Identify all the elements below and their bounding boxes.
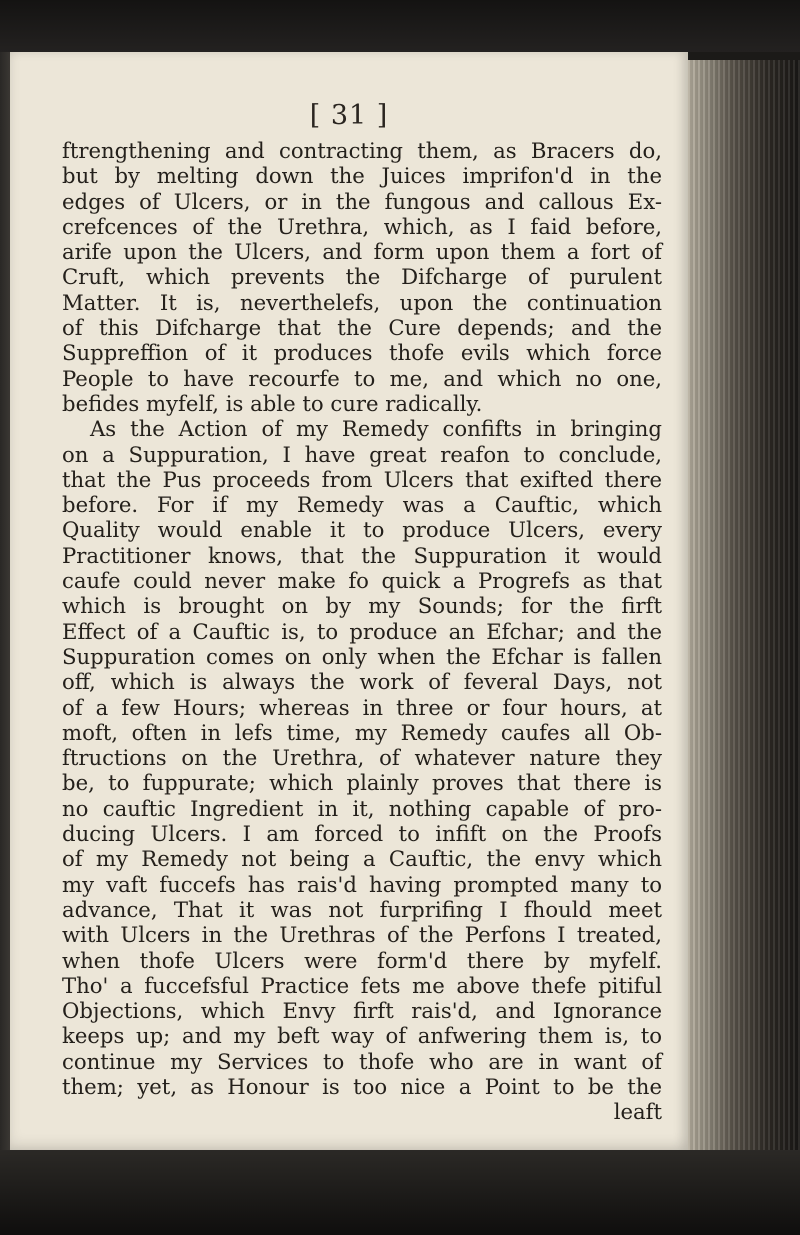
body-text — [62, 138, 662, 1125]
text-line: of this Difcharge that the Cure depends; and the — [62, 315, 662, 341]
text-line: Tho' a fuccefsful Practice fets me above thefe pitiful — [62, 972, 662, 998]
text-line: ftrengthening and contracting them, as Bracers do, — [62, 138, 662, 163]
text-line: Objections, which Envy firft rais'd, and Ignorance — [62, 998, 662, 1024]
scan-edge-bottom — [0, 1150, 800, 1235]
text-line: befides myfelf, is able to cure radically. — [62, 390, 483, 416]
text-line: Cruft, which prevents the Difcharge of purulent — [62, 264, 662, 290]
text-line: Practitioner knows, that the Suppuration it would — [62, 542, 662, 568]
text-line: no cauftic Ingredient in it, nothing capable of pro- — [62, 795, 662, 821]
text-line: them; yet, as Honour is too nice a Point to be the — [62, 1073, 662, 1099]
text-line: of a few Hours; whereas in three or four hours, at — [62, 694, 662, 720]
text-line: before. For if my Remedy was a Cauftic, which — [62, 492, 662, 518]
text-line: keeps up; and my beft way of anfwering them is, to — [62, 1023, 662, 1049]
text-line: which is brought on by my Sounds; for the firft — [62, 593, 662, 619]
text-line: off, which is always the work of feveral Days, not — [62, 669, 662, 695]
catchword: leaft — [613, 1099, 662, 1125]
text-line: Suppreffion of it produces thofe evils which force — [62, 340, 662, 366]
text-line: with Ulcers in the Urethras of the Perfons I treated, — [62, 922, 662, 948]
text-line: caufe could never make fo quick a Progrefs as that — [62, 568, 662, 594]
text-line: my vaft fuccefs has rais'd having prompted many to — [62, 871, 662, 897]
text-line: on a Suppuration, I have great reafon to conclude, — [62, 441, 662, 467]
text-line: ftructions on the Urethra, of whatever nature they — [62, 745, 662, 771]
text-line: Suppuration comes on only when the Efchar is fallen — [62, 643, 662, 669]
book-spine — [688, 60, 800, 1150]
text-line: Matter. It is, neverthelefs, upon the continuation — [62, 289, 662, 315]
book-page — [10, 52, 688, 1152]
text-line: when thofe Ulcers were form'd there by myfelf. — [62, 947, 662, 973]
text-line: be, to fuppurate; which plainly proves that there is — [62, 770, 662, 796]
left-margin — [0, 52, 10, 1235]
text-line: Quality would enable it to produce Ulcers, every — [62, 517, 662, 543]
text-line: edges of Ulcers, or in the fungous and callous Ex- — [62, 188, 662, 214]
text-line: moft, often in lefs time, my Remedy caufes all Ob- — [62, 719, 662, 745]
text-line: continue my Services to thofe who are in want of — [62, 1048, 662, 1074]
text-line: Effect of a Cauftic is, to produce an Efchar; and the — [62, 618, 662, 644]
page-edges — [688, 60, 800, 1150]
text-line: crefcences of the Urethra, which, as I faid before, — [62, 213, 662, 239]
text-line: but by melting down the Juices imprifon'd in the — [62, 163, 662, 189]
text-line: arife upon the Ulcers, and form upon them a fort of — [62, 239, 662, 265]
text-line: As the Action of my Remedy confifts in bringing — [90, 416, 662, 442]
text-line: ducing Ulcers. I am forced to infift on the Proofs — [62, 821, 662, 847]
text-line: that the Pus proceeds from Ulcers that exifted there — [62, 466, 662, 492]
scan-edge-top — [0, 0, 800, 52]
text-line: advance, That it was not furprifing I fhould meet — [62, 896, 662, 922]
text-line: of my Remedy not being a Cauftic, the envy which — [62, 846, 662, 872]
text-line: People to have recourfe to me, and which no one, — [62, 365, 662, 391]
page-header: [ 31 ] — [309, 100, 389, 131]
